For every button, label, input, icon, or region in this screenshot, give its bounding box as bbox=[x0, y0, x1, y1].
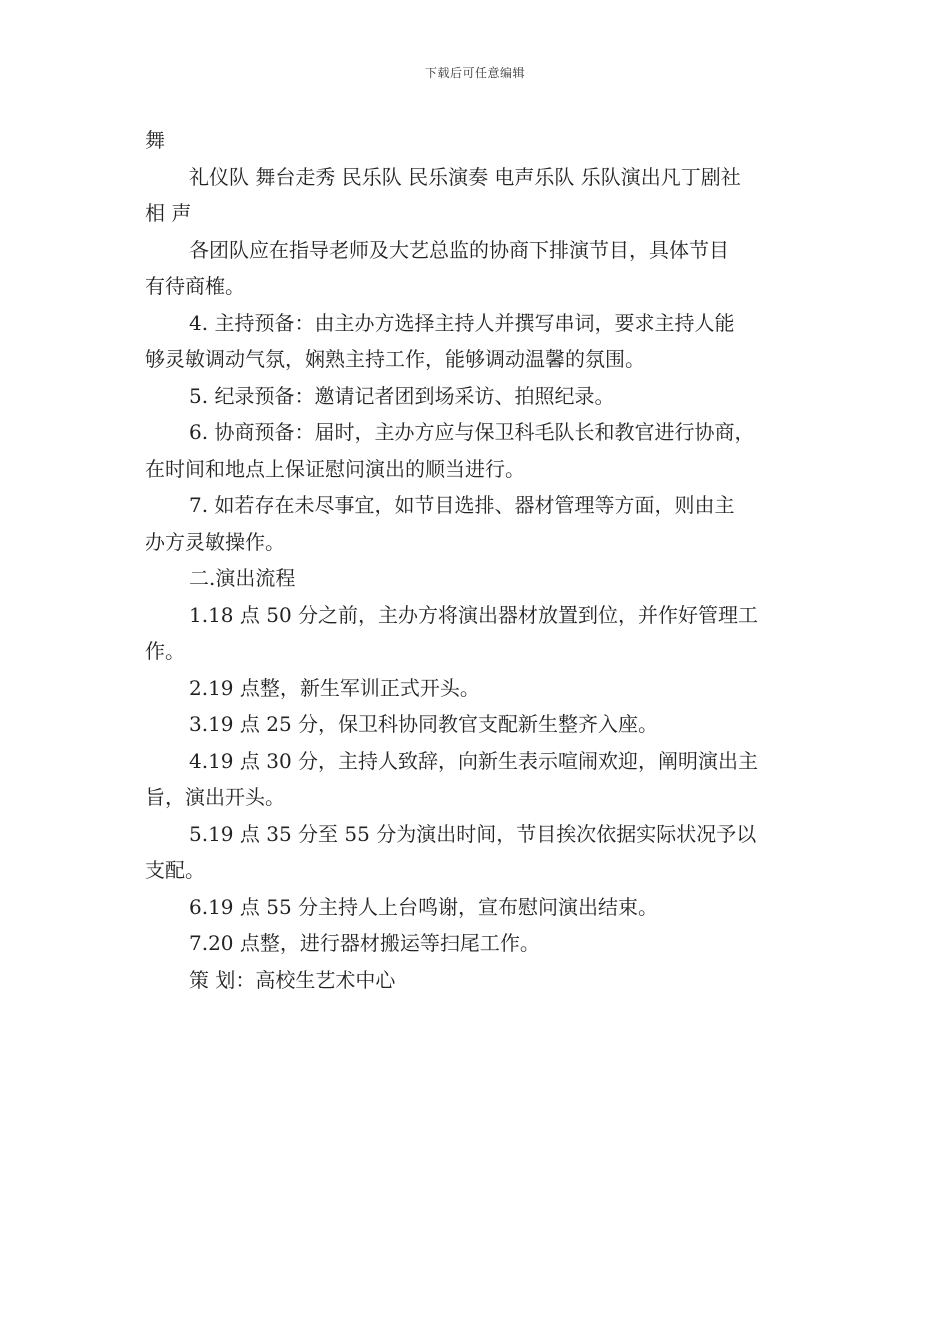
text-line: 2.19 点整，新生军训正式开头。 bbox=[189, 675, 480, 700]
text-line: 1.18 点 50 分之前，主办方将演出器材放置到位，并作好管理工 bbox=[189, 602, 759, 627]
text-line: 6. 协商预备：届时，主办方应与保卫科毛队长和教官进行协商， bbox=[189, 420, 755, 444]
text-line: 5.19 点 35 分至 55 分为演出时间，节目挨次依据实际状况予以 bbox=[189, 821, 757, 846]
signature-line: 策 划：高校生艺术中心 bbox=[189, 967, 396, 992]
text-line: 6.19 点 55 分主持人上台鸣谢，宣布慰问演出结束。 bbox=[189, 894, 659, 919]
text-line: 3.19 点 25 分，保卫科协同教官支配新生整齐入座。 bbox=[189, 712, 659, 736]
text-line: 办方灵敏操作。 bbox=[145, 529, 285, 554]
text-line: 礼仪队 舞台走秀 民乐队 民乐演奏 电声乐队 乐队演出凡丁剧社 bbox=[189, 164, 741, 189]
text-line: 舞 bbox=[145, 128, 165, 152]
text-line: 7.20 点整，进行器材搬运等扫尾工作。 bbox=[189, 931, 540, 955]
page-header: 下载后可任意编辑 bbox=[424, 66, 525, 80]
document-body bbox=[145, 122, 810, 998]
text-line: 5. 纪录预备：邀请记者团到场采访、拍照纪录。 bbox=[189, 383, 615, 408]
text-line: 各团队应在指导老师及大艺总监的协商下排演节目，具体节目 bbox=[189, 237, 729, 262]
section-heading: 二.演出流程 bbox=[189, 566, 296, 590]
text-line: 有待商榷。 bbox=[145, 274, 245, 298]
text-line: 旨，演出开头。 bbox=[145, 785, 285, 809]
text-line: 4.19 点 30 分，主持人致辞，向新生表示喧闹欢迎，阐明演出主 bbox=[189, 748, 759, 773]
text-line: 够灵敏调动气氛，娴熟主持工作，能够调动温馨的氛围。 bbox=[145, 347, 645, 371]
text-line: 4. 主持预备：由主办方选择主持人并撰写串词，要求主持人能 bbox=[189, 310, 735, 335]
text-line: 7. 如若存在未尽事宜，如节目选排、器材管理等方面，则由主 bbox=[189, 493, 735, 517]
text-line: 在时间和地点上保证慰问演出的顺当进行。 bbox=[145, 456, 525, 481]
text-line: 作。 bbox=[145, 639, 185, 663]
text-line: 相 声 bbox=[145, 201, 192, 225]
text-line: 支配。 bbox=[145, 858, 205, 882]
